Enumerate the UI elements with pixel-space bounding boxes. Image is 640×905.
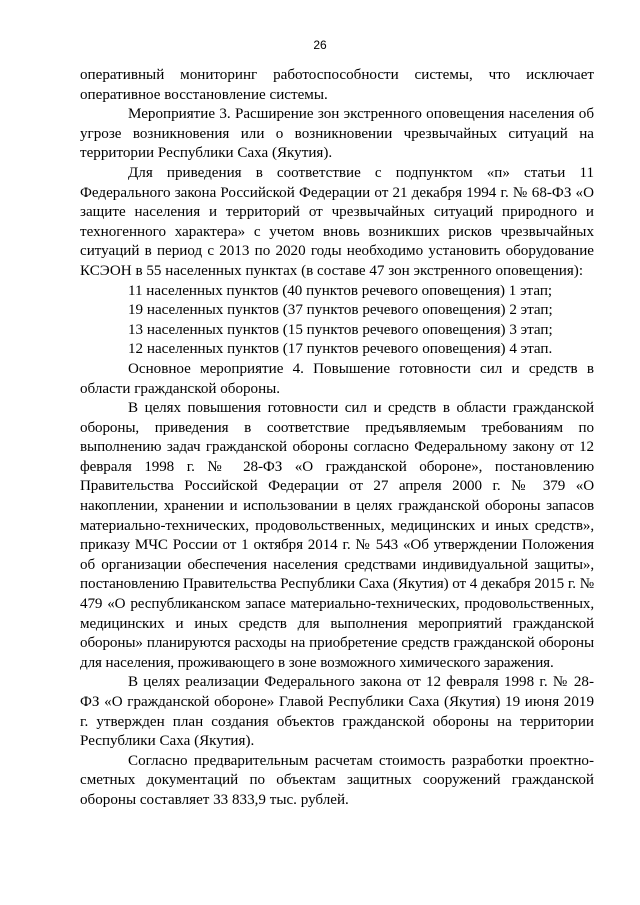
- list-item: 19 населенных пунктов (37 пунктов речевого оповещения) 2 этап;: [128, 302, 553, 319]
- paragraph: оперативный мониторинг работоспособности системы, что исключает оперативное восстановление системы.: [80, 67, 594, 103]
- body-text: [80, 66, 594, 811]
- paragraph: В целях реализации Федерального закона от 12 февраля 1998 г. № 28-ФЗ «О гражданской обороне» Главой Республики Саха (Якутия) 19 июня 2019 г. утвержден план создания объектов гражданской обороны на территории Республики Саха (Якутия).: [80, 674, 594, 750]
- page-number: 26: [313, 38, 327, 52]
- paragraph: В целях повышения готовности сил и средств в области гражданской обороны, приведения в соответствие предъявляемым требованиям по выполнению задач гражданской обороны согласно Федеральному закону от 12 февраля 1998 г. № 28-ФЗ «О гражданской обороне», постановлению Правительства Российской Федерации от 27 апреля 2000 г. № 379 «О накоплении, хранении и использовании в целях гражданской обороны запасов материально-технических, продовольственных, медицинских и иных средств», приказу МЧС России от 1 октября 2014 г. № 543 «Об утверждении Положения об организации обеспечения населения средствами индивидуальной защиты», постановлению Правительства Республики Саха (Якутия) от 4 декабря 2015 г. № 479 «О республиканском запасе материально-технических, продовольственных, медицинских и иных средств для выполнения мероприятий гражданской обороны» планируются расходы на приобретение средств гражданской обороны для населения, проживающего в зоне возможного химического заражения.: [80, 400, 594, 671]
- list-item: 13 населенных пунктов (15 пунктов речевого оповещения) 3 этап;: [128, 321, 553, 338]
- section-heading: Основное мероприятие 4. Повышение готовности сил и средств в области гражданской обороны.: [80, 360, 594, 397]
- paragraph: Мероприятие 3. Расширение зон экстренного оповещения населения об угрозе возникновения или о возникновении чрезвычайных ситуаций на территории Республики Саха (Якутия).: [80, 106, 594, 162]
- paragraph: Согласно предварительным расчетам стоимость разработки проектно-сметных документаций по объектам защитных сооружений гражданской обороны составляет 33 833,9 тыс. рублей.: [80, 752, 594, 808]
- paragraph: Для приведения в соответствие с подпунктом «п» статьи 11 Федерального закона Российской Федерации от 21 декабря 1994 г. № 68-ФЗ «О защите населения и территорий от чрезвычайных ситуаций природного и техногенного характера» с учетом вновь возникших рисков чрезвычайных ситуаций в период с 2013 по 2020 годы необходимо установить оборудование КСЭОН в 55 населенных пунктах (в составе 47 зон экстренного оповещения):: [80, 164, 594, 279]
- list-item: 11 населенных пунктов (40 пунктов речевого оповещения) 1 этап;: [128, 282, 553, 299]
- list-item: 12 населенных пунктов (17 пунктов речевого оповещения) 4 этап.: [128, 341, 553, 358]
